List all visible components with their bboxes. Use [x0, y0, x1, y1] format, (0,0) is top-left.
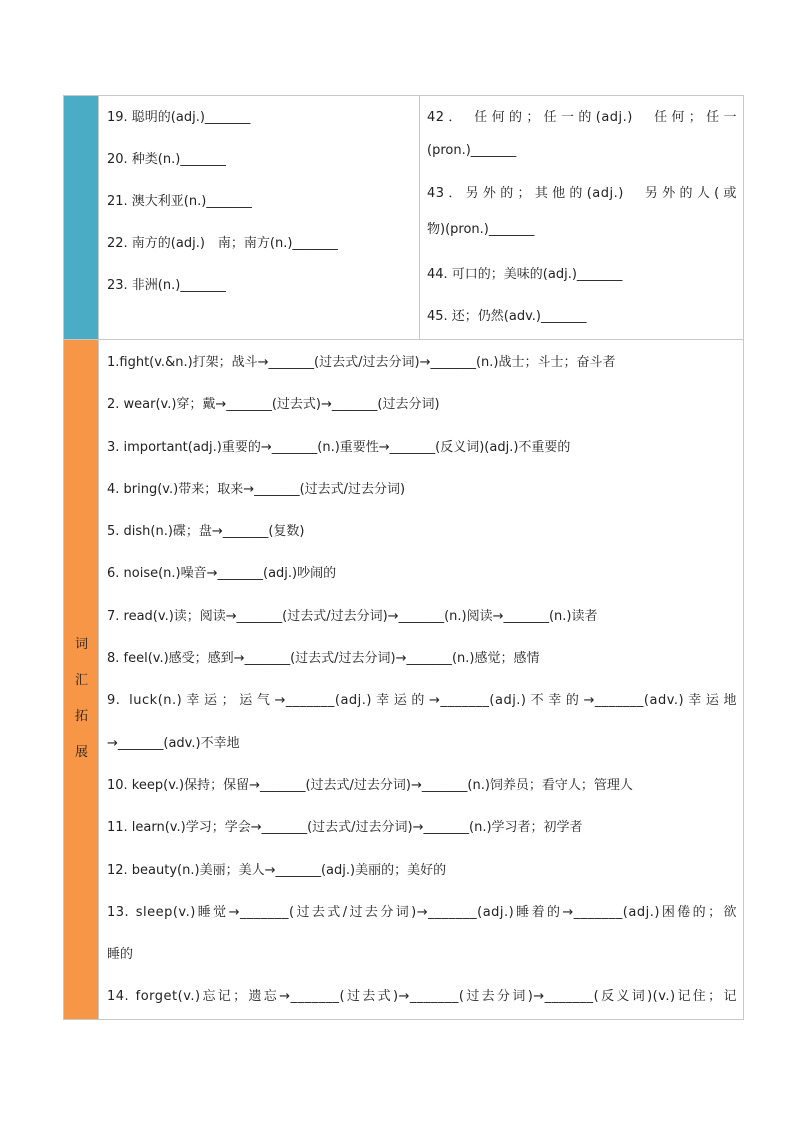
- worksheet: [63, 95, 743, 1020]
- list-item: 10. keep(v.)保持；保留→_______(过去式/过去分词)→_______(n.)饲养员；看守人；管理人: [107, 777, 633, 793]
- list-item: 9. luck(n.)幸运；运气→_______(adj.)幸运的→_______(adj.)不幸的→_______(adv.)幸运地: [107, 693, 737, 709]
- list-item: 8. feel(v.)感受；感到→_______(过去式/过去分词)→_______(n.)感觉；感情: [107, 651, 540, 667]
- section-label-char: 拓: [74, 709, 88, 724]
- section-marker-blue: [64, 96, 99, 340]
- word-list-right: [420, 96, 744, 340]
- list-item: 20. 种类(n.)_______: [107, 152, 226, 167]
- section-label-char: 汇: [74, 673, 88, 688]
- list-item: 42． 任何的；任一的(adj.) 任何；任一: [427, 110, 737, 125]
- list-item: 7. read(v.)读；阅读→_______(过去式/过去分词)→_______(n.)阅读→_______(n.)读者: [107, 608, 598, 624]
- section-label-char: 词: [74, 637, 88, 652]
- section-label-char: 展: [74, 745, 88, 760]
- list-item: 43．另外的；其他的(adj.) 另外的人(或: [427, 186, 737, 201]
- list-item: 5. dish(n.)碟；盘→_______(复数): [107, 524, 305, 540]
- list-item: 21. 澳大利亚(n.)_______: [107, 194, 252, 209]
- list-item: 3. important(adj.)重要的→_______(n.)重要性→_______(反义词)(adj.)不重要的: [107, 439, 571, 455]
- list-item: (pron.)_______: [427, 143, 517, 158]
- list-item: 6. noise(n.)噪音→_______(adj.)吵闹的: [107, 566, 337, 582]
- list-item: 2. wear(v.)穿；戴→_______(过去式)→_______(过去分词): [107, 397, 440, 413]
- list-item: 14. forget(v.)忘记；遗忘→_______(过去式)→_______(过去分词)→_______(反义词)(v.)记住；记: [107, 989, 737, 1005]
- vocab-extension-list: [99, 340, 744, 1020]
- list-item: 19. 聪明的(adj.)_______: [107, 110, 251, 125]
- list-item: 45. 还；仍然(adv.)_______: [427, 309, 587, 324]
- vocab-extension-row: [64, 340, 744, 1020]
- word-list-left: [99, 96, 420, 340]
- list-item: 22. 南方的(adj.) 南；南方(n.)_______: [107, 236, 338, 251]
- list-item: →_______(adv.)不幸地: [107, 735, 240, 751]
- word-list-row: [64, 96, 744, 340]
- list-item: 44. 可口的；美味的(adj.)_______: [427, 267, 623, 282]
- list-item: 12. beauty(n.)美丽；美人→_______(adj.)美丽的；美好的: [107, 862, 447, 878]
- list-item: 11. learn(v.)学习；学会→_______(过去式/过去分词)→_______(n.)学习者；初学者: [107, 820, 583, 836]
- list-item: 1.fight(v.&n.)打架；战斗→_______(过去式/过去分词)→_______(n.)战士；斗士；奋斗者: [107, 355, 616, 370]
- list-item: 4. bring(v.)带来；取来→_______(过去式/过去分词): [107, 481, 406, 497]
- section-label-vocab-extension: [64, 632, 99, 766]
- vocab-table: [63, 95, 744, 1020]
- list-item: 睡的: [107, 947, 134, 963]
- section-marker-orange: [64, 340, 99, 1020]
- list-item: 23. 非洲(n.)_______: [107, 278, 226, 293]
- list-item: 13. sleep(v.)睡觉→_______(过去式/过去分词)→_______(adj.)睡着的→_______(adj.)困倦的；欲: [107, 904, 737, 920]
- list-item: 物)(pron.)_______: [427, 222, 535, 237]
